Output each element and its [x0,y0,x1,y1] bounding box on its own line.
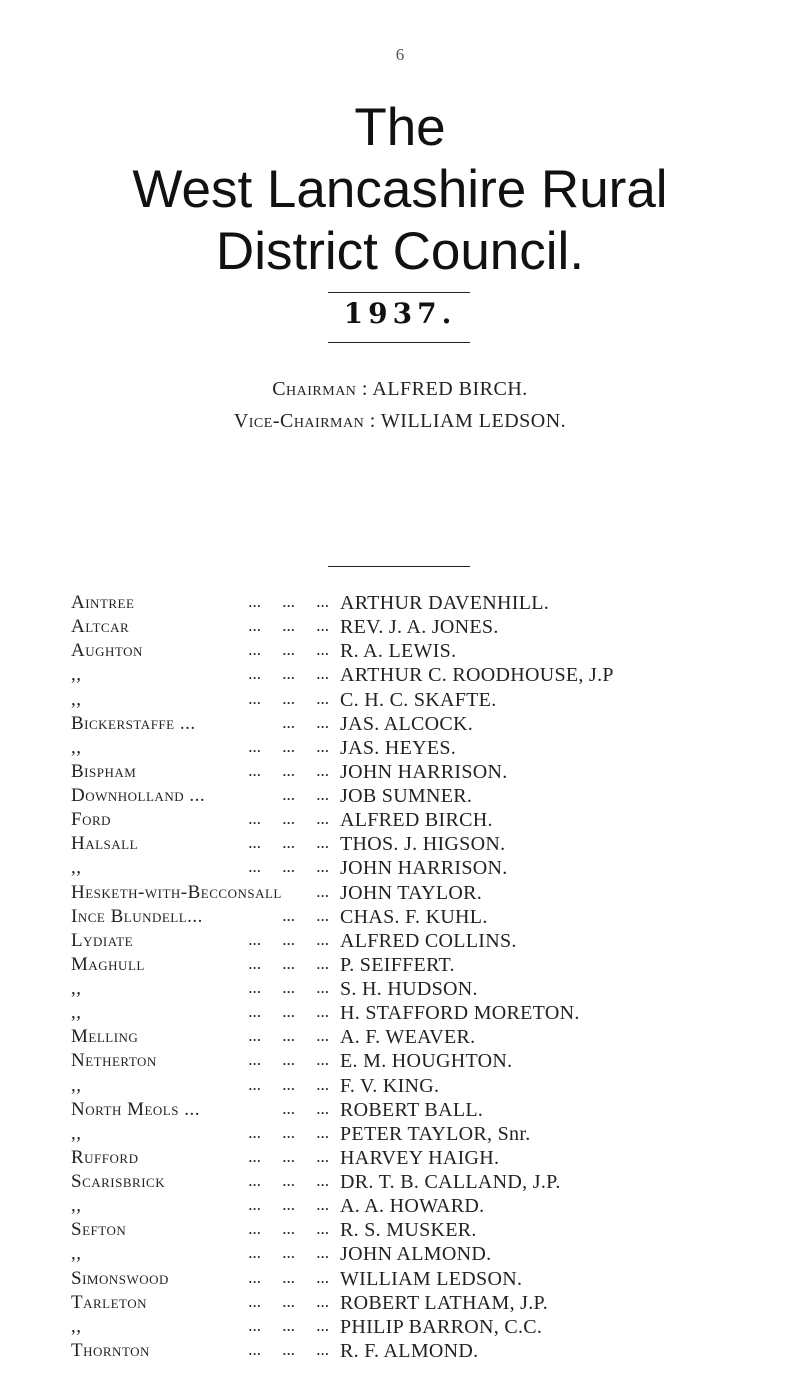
member-name: JAS. HEYES. [340,736,457,759]
parish-name: ,, [71,857,82,879]
member-row [71,1074,791,1098]
member-row [71,639,791,663]
member-name: REV. J. A. JONES. [340,616,499,639]
member-name: JOHN TAYLOR. [340,881,483,904]
member-row [71,1339,791,1363]
member-row [71,1267,791,1291]
member-name: PETER TAYLOR, Snr. [340,1122,531,1145]
leader-dots: ... ... [282,1098,329,1118]
member-row [71,977,791,1001]
vice-chairman-line [0,410,800,433]
member-row [71,591,791,615]
parish-name: ,, [71,978,82,999]
leader-dots: ... ... ... [248,688,329,708]
member-name: ALFRED COLLINS. [340,929,517,952]
member-name: THOS. J. HIGSON. [340,833,506,856]
leader-dots: ... ... ... [248,1122,329,1142]
chairman-line [0,378,800,401]
member-row [71,856,791,880]
member-row [71,760,791,784]
member-row [71,1194,791,1218]
parish-name: ,, [71,1002,82,1024]
member-name: JOHN ALMOND. [340,1243,492,1266]
leader-dots: ... ... ... [248,664,329,684]
member-row [71,953,791,977]
parish-name: ,, [71,664,82,686]
member-row [71,1218,791,1242]
parish-name: Thornton [71,1339,150,1361]
leader-dots: ... ... ... [248,809,329,829]
title-line-2: West Lancashire Rural [132,160,668,219]
leader-dots: ... ... ... [248,1195,329,1215]
leader-dots: ... ... [282,785,329,804]
member-row [71,1291,791,1315]
leader-dots: ... ... ... [248,857,329,877]
member-name: WILLIAM LEDSON. [340,1267,523,1290]
leader-dots: ... ... ... [248,1315,329,1335]
chairman-name: ALFRED BIRCH. [372,378,528,400]
member-row [71,808,791,832]
leader-dots: ... ... ... [248,640,329,660]
leader-dots: ... ... ... [248,978,329,997]
leader-dots: ... [316,881,329,901]
member-row [71,1146,791,1170]
member-name: R. S. MUSKER. [340,1219,477,1242]
member-name: ARTHUR DAVENHILL. [340,592,550,614]
parish-name: Bickerstaffe ... [71,712,196,734]
parish-name: Ford [71,809,112,831]
member-name: JOB SUMNER. [340,785,473,807]
leader-dots: ... ... ... [248,1002,329,1022]
member-row [71,1049,791,1073]
parish-name: Lydiate [71,929,134,951]
member-name: ARTHUR C. ROODHOUSE, J.P [340,664,614,687]
leader-dots: ... ... ... [248,1074,329,1094]
leader-dots: ... ... ... [248,1171,329,1190]
member-row [71,712,791,736]
member-row [71,736,791,760]
member-name: CHAS. F. KUHL. [340,905,488,928]
year: 1937. [343,297,457,330]
leader-dots: ... ... ... [248,1050,329,1070]
member-name: DR. T. B. CALLAND, J.P. [340,1171,561,1193]
leader-dots: ... ... ... [248,616,329,636]
member-name: JAS. ALCOCK. [340,712,474,735]
parish-name: Downholland ... [71,785,206,806]
title-line-1: The [354,98,446,157]
member-name: ROBERT LATHAM, J.P. [340,1291,549,1314]
member-row [71,1315,791,1339]
member-row [71,1025,791,1049]
member-name: ALFRED BIRCH. [340,809,493,832]
parish-name: ,, [71,1315,82,1337]
member-name: HARVEY HAIGH. [340,1146,500,1169]
member-row [71,905,791,929]
leader-dots: ... ... ... [248,833,329,853]
leader-dots: ... ... ... [248,1243,329,1263]
parish-name: Simonswood [71,1267,169,1289]
parish-name: ,, [71,1243,82,1265]
member-row [71,881,791,905]
rule-above-year [328,292,470,293]
leader-dots: ... ... [282,905,329,925]
member-row [71,1170,791,1194]
leader-dots: ... ... ... [248,1026,329,1046]
member-name: C. H. C. SKAFTE. [340,688,497,711]
chairman-label: Chairman : [272,378,368,400]
parish-name: Aintree [71,592,135,613]
leader-dots: ... ... ... [248,1219,329,1239]
member-row [71,929,791,953]
parish-name: Altcar [71,616,130,638]
member-row [71,615,791,639]
member-row [71,832,791,856]
member-name: P. SEIFFERT. [340,953,455,976]
parish-name: ,, [71,736,82,758]
member-name: A. A. HOWARD. [340,1195,485,1218]
parish-name: Hesketh-with-Becconsall [71,881,282,903]
parish-name: North Meols ... [71,1098,200,1120]
member-row [71,688,791,712]
member-name: H. STAFFORD MORETON. [340,1002,580,1025]
parish-name: Sefton [71,1219,127,1241]
parish-name: Melling [71,1026,139,1048]
member-row [71,1242,791,1266]
member-row [71,1122,791,1146]
vice-chairman-name: WILLIAM LEDSON. [380,410,567,432]
parish-name: ,, [71,1074,82,1096]
parish-name: Halsall [71,833,139,855]
member-name: ROBERT BALL. [340,1098,484,1121]
member-name: PHILIP BARRON, C.C. [340,1315,543,1338]
leader-dots: ... ... ... [248,592,329,611]
leader-dots: ... ... ... [248,1267,329,1287]
leader-dots: ... ... ... [248,1291,329,1311]
parish-name: Aughton [71,640,143,662]
rule-above-members [328,566,470,567]
member-row [71,784,791,808]
member-name: R. F. ALMOND. [340,1339,479,1362]
member-row [71,1001,791,1025]
member-name: S. H. HUDSON. [340,978,478,1000]
page-number: 6 [395,45,405,64]
parish-name: Bispham [71,760,137,782]
leader-dots: ... ... ... [248,736,329,756]
member-name: E. M. HOUGHTON. [340,1050,513,1073]
members-list [71,591,791,1363]
parish-name: Scarisbrick [71,1171,166,1192]
member-row [71,1098,791,1122]
member-name: JOHN HARRISON. [340,857,508,880]
parish-name: Netherton [71,1050,157,1072]
member-name: A. F. WEAVER. [340,1026,476,1049]
leader-dots: ... ... ... [248,1146,329,1166]
parish-name: ,, [71,1122,82,1144]
rule-below-year [328,342,470,343]
parish-name: ,, [71,1195,82,1217]
member-name: R. A. LEWIS. [340,640,457,663]
member-row [71,663,791,687]
parish-name: Rufford [71,1146,139,1168]
parish-name: Ince Blundell... [71,905,203,927]
vice-chairman-label: Vice-Chairman : [233,410,376,432]
member-name: F. V. KING. [340,1074,440,1097]
leader-dots: ... ... ... [248,929,329,949]
leader-dots: ... ... ... [248,1339,329,1359]
parish-name: Maghull [71,953,145,975]
leader-dots: ... ... ... [248,953,329,973]
parish-name: Tarleton [71,1291,148,1313]
member-name: JOHN HARRISON. [340,760,508,783]
leader-dots: ... ... ... [248,760,329,780]
parish-name: ,, [71,688,82,710]
leader-dots: ... ... [282,712,329,732]
title-line-3: District Council. [215,222,585,281]
